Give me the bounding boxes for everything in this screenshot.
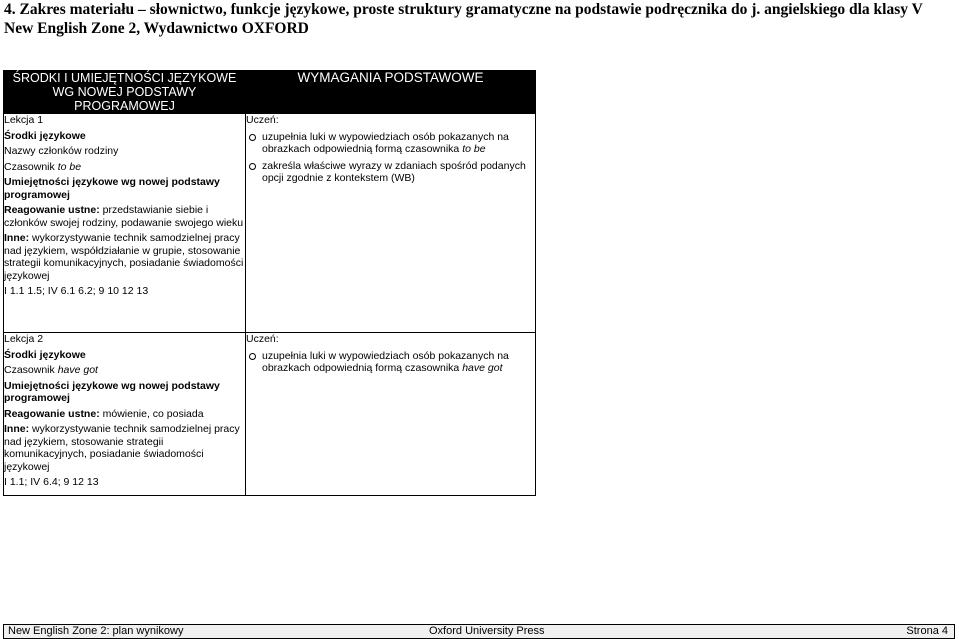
srodki-label: Środki językowe [4, 348, 86, 361]
umiejetnosci-label: Umiejętności językowe wg nowej podstawy programowej [4, 176, 220, 201]
vocabulary-item: Nazwy członków rodziny [4, 145, 119, 157]
col-left-header: ŚRODKI I UMIEJĘTNOŚCI JĘZYKOWE WG NOWEJ PODSTAWY PROGRAMOWEJ [4, 71, 246, 114]
table-row [4, 114, 536, 333]
lesson-title: Lekcja 2 [4, 333, 44, 345]
uczen-label: Uczeń: [246, 333, 279, 345]
col-right-header: WYMAGANIA PODSTAWOWE [246, 71, 536, 114]
uczen-label: Uczeń: [246, 114, 279, 126]
table-row [4, 333, 536, 496]
requirement-item: zakreśla właściwe wyrazy w zdaniach spośród podanych opcji zgodnie z kontekstem (WB) [246, 160, 535, 185]
grammar-verb: have got [57, 364, 98, 376]
footer-publisher: Oxford University Press [429, 625, 545, 637]
reagowanie-text: Reagowanie ustne: mówienie, co posiada [4, 407, 204, 420]
page-footer [3, 624, 955, 639]
lesson-title: Lekcja 1 [4, 114, 44, 126]
requirements-list [246, 350, 535, 375]
footer-page-number: Strona 4 [906, 625, 948, 637]
lesson-skills-cell [4, 114, 246, 333]
curriculum-codes: I 1.1; IV 6.4; 9 12 13 [4, 476, 99, 488]
footer-title: New English Zone 2: plan wynikowy [8, 625, 184, 637]
lesson-skills-cell [4, 333, 246, 496]
requirement-item: uzupełnia luki w wypowiedziach osób pokazanych na obrazkach odpowiednią formą czasownika have got [246, 350, 535, 375]
umiejetnosci-label: Umiejętności językowe wg nowej podstawy programowej [4, 379, 220, 404]
requirements-cell [246, 333, 536, 496]
table-header-row [4, 71, 536, 114]
requirement-item: uzupełnia luki w wypowiedziach osób pokazanych na obrazkach odpowiednią formą czasownika to be [246, 131, 535, 156]
requirements-cell [246, 114, 536, 333]
section-heading: 4. Zakres materiału – słownictwo, funkcje językowe, proste struktury gramatyczne na podstawie podręcznika do j. angielskiego dla klasy V New English Zone 2, Wydawnictwo OXFORD [4, 1, 923, 37]
inne-text: Inne: wykorzystywanie technik samodzielnej pracy nad językiem, stosowanie strategii komunikacyjnych, posiadanie świadomości językowej [4, 423, 240, 473]
requirements-list [246, 131, 535, 185]
curriculum-codes: I 1.1 1.5; IV 6.1 6.2; 9 10 12 13 [4, 285, 149, 297]
grammar-item: Czasownik to be [4, 160, 82, 173]
grammar-verb: to be [57, 160, 82, 173]
reagowanie-text: Reagowanie ustne: przedstawianie siebie i członków swojej rodziny, podawanie swojego wieku [4, 204, 244, 229]
srodki-label: Środki językowe [4, 129, 86, 142]
grammar-item: Czasownik have got [4, 364, 98, 376]
curriculum-table [3, 70, 536, 496]
inne-text: Inne: wykorzystywanie technik samodzielnej pracy nad językiem, współdziałanie w grupie, stosowanie strategii komunikacyjnych, posiadanie świadomości językowej [4, 232, 244, 282]
